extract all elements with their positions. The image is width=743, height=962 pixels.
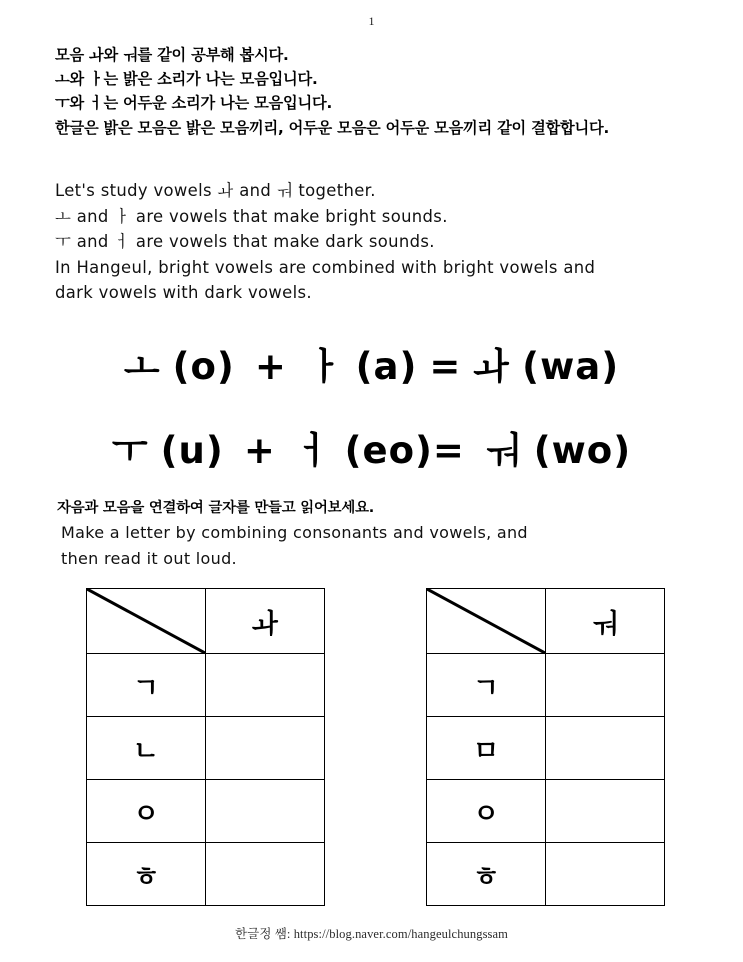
korean-intro-line-4: 한글은 밝은 모음은 밝은 모음끼리, 어두운 모음은 어두운 모음끼리 같이 결합합니다. bbox=[55, 118, 610, 137]
formula-wo-vowel2: ㅓ bbox=[295, 429, 333, 472]
english-intro-line-4: In Hangeul, bright vowels are combined with bright vowels and bbox=[55, 257, 596, 277]
answer-cell[interactable] bbox=[206, 843, 325, 906]
consonant-cell: ㅁ bbox=[427, 717, 546, 780]
formula-wa-romanization2: (a) bbox=[355, 345, 418, 388]
vowel-formula-wo bbox=[0, 428, 743, 474]
table-row bbox=[87, 780, 325, 843]
answer-cell[interactable] bbox=[546, 780, 665, 843]
formula-wo-result: ㅝ bbox=[484, 429, 522, 472]
page-number: 1 bbox=[368, 14, 375, 28]
consonant-cell: ㅎ bbox=[87, 843, 206, 906]
table-row bbox=[87, 843, 325, 906]
formula-wa-plus: + bbox=[254, 345, 287, 388]
table-row bbox=[427, 717, 665, 780]
answer-cell[interactable] bbox=[546, 717, 665, 780]
answer-cell[interactable] bbox=[206, 717, 325, 780]
table-row bbox=[87, 654, 325, 717]
instruction-english-line-1: Make a letter by combining consonants and vowels, and bbox=[61, 523, 528, 542]
vowel-header-cell: ㅘ bbox=[206, 589, 325, 654]
formula-wa-result: ㅘ bbox=[473, 345, 511, 388]
consonant-cell: ㄴ bbox=[87, 717, 206, 780]
formula-wo-result-romanization: (wo) bbox=[533, 429, 632, 472]
consonant-cell: ㅎ bbox=[427, 843, 546, 906]
english-intro-line-3: ㅜ and ㅓ are vowels that make dark sounds. bbox=[55, 232, 435, 252]
instruction-block bbox=[57, 497, 717, 571]
vowel-formula-wa bbox=[0, 344, 743, 390]
answer-cell[interactable] bbox=[206, 654, 325, 717]
consonant-cell: ㅇ bbox=[87, 780, 206, 843]
formula-wa-vowel2: ㅏ bbox=[306, 345, 344, 388]
english-intro-block bbox=[55, 178, 725, 306]
korean-intro-line-2: ㅗ와 ㅏ는 밝은 소리가 나는 모음입니다. bbox=[55, 70, 318, 89]
consonant-cell: ㄱ bbox=[427, 654, 546, 717]
diagonal-line-icon bbox=[427, 589, 545, 653]
korean-intro-line-3: ㅜ와 ㅓ는 어두운 소리가 나는 모음입니다. bbox=[55, 94, 333, 113]
footer-credit: 한글정 쌤: https://blog.naver.com/hangeulchungssam bbox=[234, 927, 508, 941]
table-row bbox=[427, 843, 665, 906]
formula-wo-plus: + bbox=[243, 429, 276, 472]
consonant-cell: ㅇ bbox=[427, 780, 546, 843]
answer-cell[interactable] bbox=[546, 843, 665, 906]
english-intro-line-2: ㅗ and ㅏ are vowels that make bright sounds. bbox=[55, 206, 448, 226]
formula-wo-romanization1: (u) bbox=[160, 429, 224, 472]
practice-table-left bbox=[86, 588, 325, 906]
instruction-english-line-2: then read it out loud. bbox=[61, 548, 237, 568]
korean-intro-line-1: 모음 ㅘ와 ㅝ를 같이 공부해 봅시다. bbox=[55, 46, 289, 64]
instruction-korean: 자음과 모음을 연결하여 글자를 만들고 읽어보세요. bbox=[57, 500, 375, 516]
practice-table-right bbox=[426, 588, 665, 906]
vowel-header-cell: ㅝ bbox=[546, 589, 665, 654]
table-row bbox=[87, 717, 325, 780]
table-row bbox=[427, 654, 665, 717]
answer-cell[interactable] bbox=[206, 780, 325, 843]
corner-cell-diagonal bbox=[87, 589, 206, 654]
korean-intro-block bbox=[55, 43, 715, 140]
english-intro-line-5: dark vowels with dark vowels. bbox=[55, 283, 312, 303]
table-row bbox=[427, 780, 665, 843]
formula-wa-vowel1: ㅗ bbox=[123, 345, 161, 388]
formula-wo-equals: = bbox=[432, 429, 465, 472]
formula-wo-romanization2: (eo) bbox=[344, 429, 433, 472]
english-intro-line-1: Let's study vowels ㅘ and ㅝ together. bbox=[55, 181, 376, 200]
consonant-cell: ㄱ bbox=[87, 654, 206, 717]
formula-wo-vowel1: ㅜ bbox=[111, 429, 149, 472]
formula-wa-romanization1: (o) bbox=[172, 345, 235, 388]
diagonal-line-icon bbox=[87, 589, 205, 653]
table-header-row bbox=[87, 589, 325, 654]
answer-cell[interactable] bbox=[546, 654, 665, 717]
corner-cell-diagonal bbox=[427, 589, 546, 654]
table-header-row bbox=[427, 589, 665, 654]
formula-wa-result-romanization: (wa) bbox=[522, 345, 620, 388]
formula-wa-equals: = bbox=[429, 345, 462, 388]
